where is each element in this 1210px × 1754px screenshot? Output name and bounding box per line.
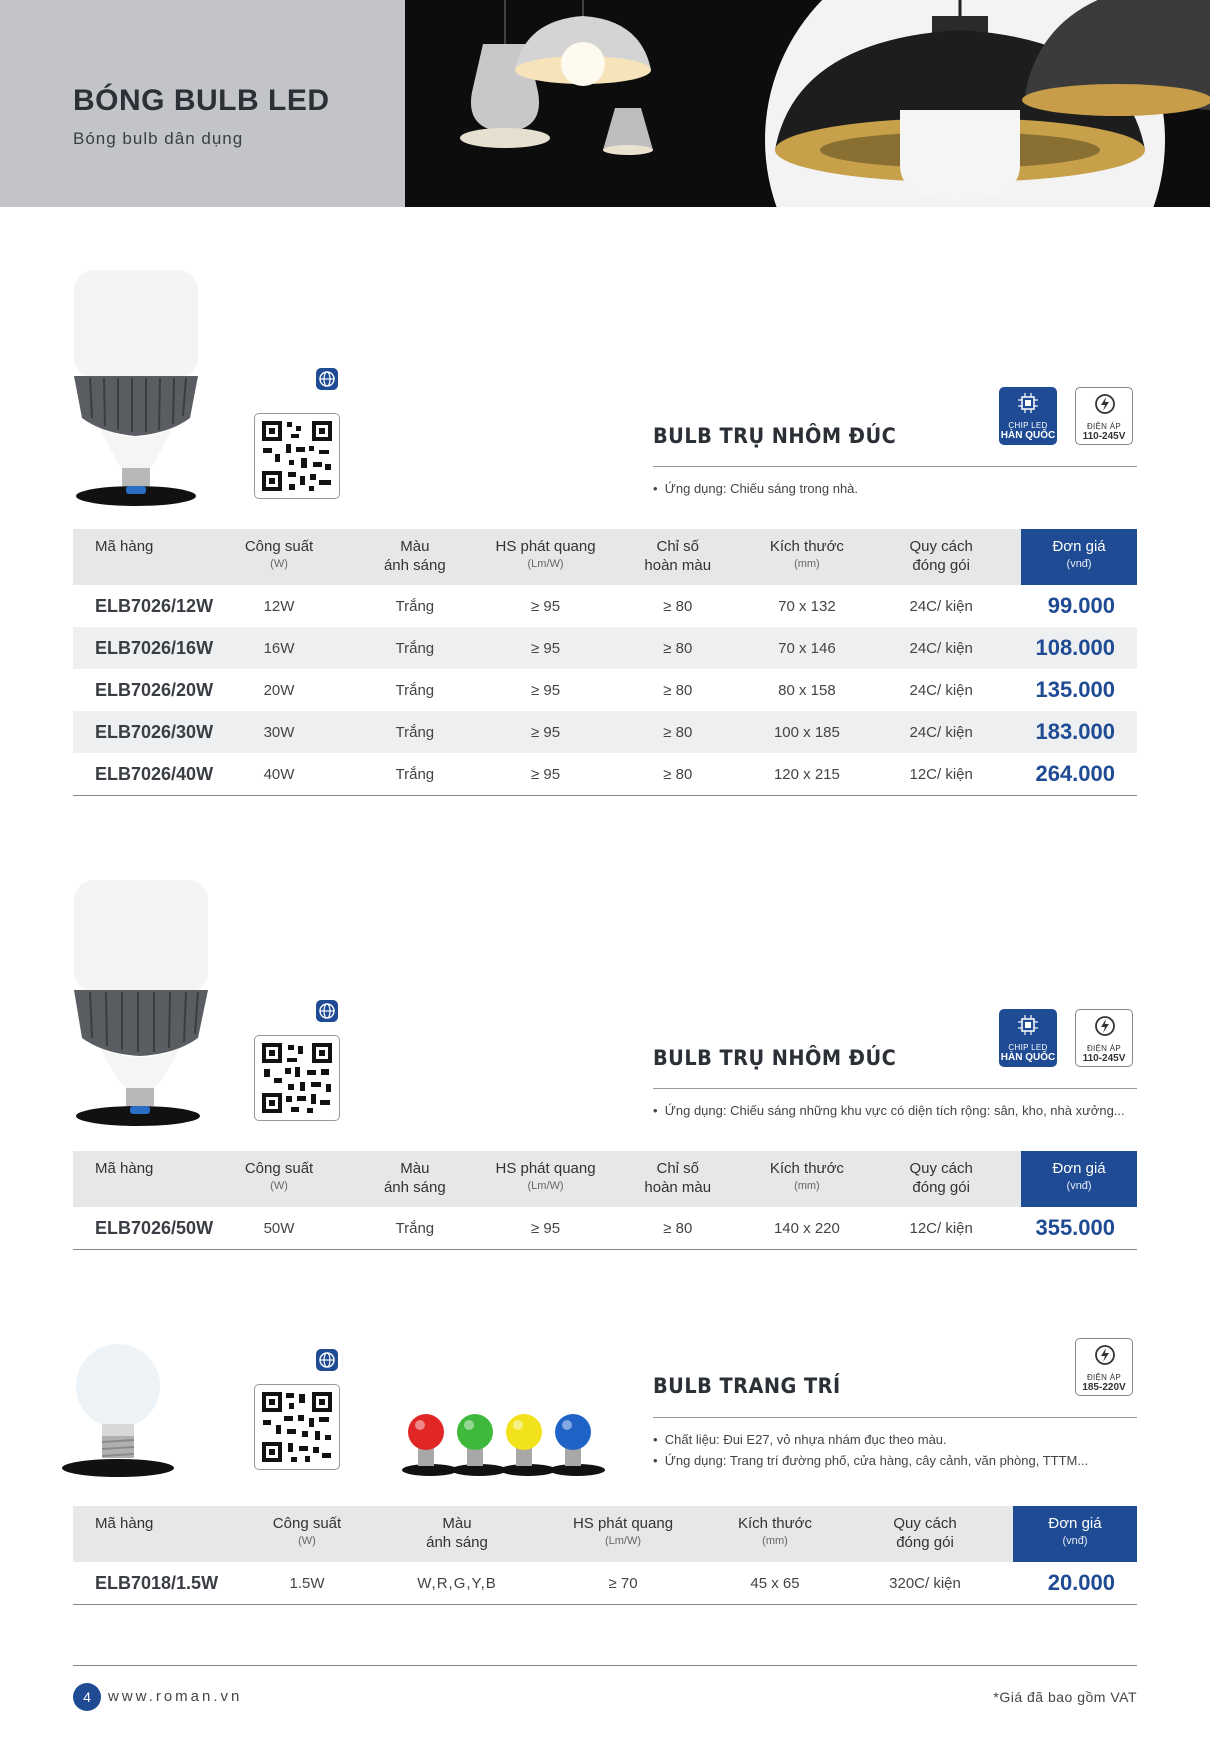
cell-size: 120 x 215 (753, 753, 862, 796)
table-row (73, 1562, 1137, 1605)
col-header-packing: Quy cách đóng gói (837, 1506, 1013, 1562)
section-divider (653, 1417, 1137, 1418)
col-header-efficacy: HS phát quang (Lm/W) (488, 1151, 603, 1207)
cell-efficacy: ≥ 95 (488, 627, 603, 669)
cell-size: 80 x 158 (778, 681, 836, 699)
cell-price: 108.000 (1021, 627, 1137, 669)
section-bullet: • Ứng dụng: Trang trí đường phố, cửa hàng, cây cảnh, văn phòng, TTTM... (653, 1453, 1089, 1468)
color-bulb (506, 1414, 542, 1450)
qr-code[interactable] (254, 1384, 340, 1470)
table-row (73, 1207, 1137, 1250)
chip-badge-line1: CHIP LED (1008, 421, 1048, 430)
col-header-color: Màu ánh sáng (381, 1506, 533, 1562)
cell-size: 100 x 185 (753, 711, 862, 753)
cell-packing: 320C/ kiện (837, 1562, 1013, 1605)
chip-badge-line2: HÀN QUỐC (1000, 430, 1056, 441)
cell-size: 70 x 132 (778, 597, 836, 615)
col-header-price: Đơn giá (vnđ) (1021, 1151, 1137, 1207)
color-bulb (457, 1414, 493, 1450)
col-header-power: Công suất (W) (233, 1506, 381, 1562)
cell-efficacy: ≥ 95 (488, 711, 603, 753)
section-title: BULB TRỤ NHÔM ĐÚC (653, 1046, 897, 1070)
cell-price: 183.000 (1021, 711, 1137, 753)
cell-power: 20W (263, 681, 295, 699)
cell-packing: 24C/ kiện (861, 627, 1021, 669)
cell-price: 20.000 (1013, 1562, 1137, 1605)
col-header-power: Công suất (W) (217, 1151, 342, 1207)
voltage-badge-line1: ĐIỆN ÁP (1086, 1373, 1122, 1382)
cell-efficacy: ≥ 95 (530, 681, 561, 699)
spec-table (73, 529, 1137, 796)
voltage-badge-line2: 110-245V (1082, 1053, 1126, 1064)
qr-code[interactable] (254, 1035, 340, 1121)
cell-color: Trắng (342, 711, 489, 753)
cell-packing: 12C/ kiện (861, 1207, 1021, 1250)
cell-efficacy: ≥ 70 (533, 1562, 713, 1605)
section-bullet: • Chất liệu: Đui E27, vỏ nhựa nhám đục theo màu. (653, 1432, 947, 1447)
table-row (73, 585, 1137, 627)
table-header-row (73, 1506, 1137, 1562)
col-header-size: Kích thước (mm) (753, 529, 862, 585)
cell-color: Trắng (342, 753, 489, 796)
col-header-size: Kích thước (mm) (713, 1506, 837, 1562)
col-header-cri: Chỉ số hoàn màu (603, 529, 753, 585)
cell-power: 12W (263, 597, 295, 615)
col-header-code: Mã hàng (73, 1506, 233, 1562)
cell-power: 1.5W (233, 1562, 381, 1605)
product-photo-bulb-cylinder-large (70, 878, 212, 1130)
cell-price: 135.000 (1035, 677, 1115, 702)
cell-color: Trắng (395, 681, 435, 699)
header-photo-pendant-lamps (405, 0, 1210, 207)
cell-code: ELB7026/50W (73, 1207, 217, 1250)
section-bullet: • Ứng dụng: Chiếu sáng trong nhà. (653, 481, 859, 496)
section-bullet: • Ứng dụng: Chiếu sáng những khu vực có diện tích rộng: sân, kho, nhà xưởng... (653, 1103, 1125, 1118)
bullet-text: Ứng dụng: Chiếu sáng trong nhà. (664, 481, 859, 496)
spec-table (73, 1151, 1137, 1250)
website-link[interactable]: www.roman.vn (108, 1688, 243, 1705)
cell-efficacy: ≥ 95 (488, 1207, 603, 1250)
col-header-packing: Quy cách đóng gói (861, 529, 1021, 585)
cell-power: 30W (217, 711, 342, 753)
color-bulbs-photo (396, 1412, 606, 1478)
table-header-row (73, 1151, 1137, 1207)
cell-packing: 24C/ kiện (861, 711, 1021, 753)
page-number: 4 (73, 1683, 101, 1711)
cell-color: W,R,G,Y,B (381, 1562, 533, 1605)
cell-efficacy: ≥ 95 (488, 753, 603, 796)
col-header-efficacy: HS phát quang (Lm/W) (533, 1506, 713, 1562)
cell-color: Trắng (342, 1207, 489, 1250)
bullet-text: Chất liệu: Đui E27, vỏ nhựa nhám đục theo màu. (664, 1432, 947, 1447)
voltage-badge-line2: 110-245V (1082, 431, 1126, 442)
spec-table (73, 1506, 1137, 1605)
cell-packing: 24C/ kiện (909, 597, 973, 615)
voltage-badge-line1: ĐIỆN ÁP (1086, 422, 1122, 431)
col-header-code: Mã hàng (73, 529, 217, 585)
col-header-packing: Quy cách đóng gói (861, 1151, 1021, 1207)
voltage-badge (1075, 387, 1133, 445)
footer-divider (73, 1665, 1137, 1666)
cell-cri: ≥ 80 (603, 711, 753, 753)
voltage-badge-line1: ĐIỆN ÁP (1086, 1044, 1122, 1053)
col-header-power: Công suất (W) (217, 529, 342, 585)
chip-led-badge (999, 387, 1057, 445)
table-row (73, 753, 1137, 796)
page-subtitle: Bóng bulb dân dụng (73, 129, 244, 148)
table-row (73, 627, 1137, 669)
section-divider (653, 1088, 1137, 1089)
color-bulb (408, 1414, 444, 1450)
cell-price: 355.000 (1021, 1207, 1137, 1250)
vat-note: *Giá đã bao gồm VAT (993, 1689, 1137, 1705)
cell-cri: ≥ 80 (603, 753, 753, 796)
cell-price: 264.000 (1021, 753, 1137, 796)
product-photo-bulb-globe (62, 1342, 177, 1480)
section-title: BULB TRỤ NHÔM ĐÚC (653, 424, 897, 448)
cell-cri: ≥ 80 (663, 681, 693, 699)
cell-code: ELB7026/30W (73, 711, 217, 753)
section-title: BULB TRANG TRÍ (653, 1374, 841, 1398)
section-divider (653, 466, 1137, 467)
cell-size: 70 x 146 (753, 627, 862, 669)
col-header-price: Đơn giá (vnđ) (1021, 529, 1137, 585)
cell-packing: 24C/ kiện (909, 681, 973, 699)
cell-cri: ≥ 80 (603, 627, 753, 669)
cell-size: 45 x 65 (713, 1562, 837, 1605)
cell-power: 50W (217, 1207, 342, 1250)
col-header-price: Đơn giá (vnđ) (1013, 1506, 1137, 1562)
col-header-size: Kích thước (mm) (753, 1151, 862, 1207)
cell-code: ELB7026/40W (73, 753, 217, 796)
voltage-badge (1075, 1009, 1133, 1067)
col-header-code: Mã hàng (73, 1151, 217, 1207)
cell-code: ELB7026/20W (95, 679, 214, 700)
col-header-efficacy: HS phát quang (Lm/W) (488, 529, 603, 585)
globe-icon[interactable] (316, 1349, 338, 1371)
cell-cri: ≥ 80 (663, 597, 693, 615)
col-header-color: Màu ánh sáng (342, 529, 489, 585)
bullet-text: Ứng dụng: Trang trí đường phố, cửa hàng, cây cảnh, văn phòng, TTTM... (664, 1453, 1089, 1468)
cell-color: Trắng (342, 627, 489, 669)
globe-icon[interactable] (316, 1000, 338, 1022)
table-row (73, 669, 1137, 711)
cell-code: ELB7018/1.5W (73, 1562, 233, 1605)
table-header-row (73, 529, 1137, 585)
cell-color: Trắng (395, 597, 435, 615)
cell-price: 99.000 (1047, 593, 1115, 618)
table-row (73, 711, 1137, 753)
col-header-cri: Chỉ số hoàn màu (603, 1151, 753, 1207)
voltage-badge-line2: 185-220V (1082, 1382, 1126, 1393)
voltage-badge (1075, 1338, 1133, 1396)
product-photo-bulb-cylinder (70, 268, 205, 510)
globe-icon[interactable] (316, 368, 338, 390)
cell-code: ELB7026/16W (73, 627, 217, 669)
cell-cri: ≥ 80 (603, 1207, 753, 1250)
qr-code[interactable] (254, 413, 340, 499)
header-banner (0, 0, 405, 207)
color-bulb (555, 1414, 591, 1450)
bullet-text: Ứng dụng: Chiếu sáng những khu vực có diện tích rộng: sân, kho, nhà xưởng... (664, 1103, 1125, 1118)
col-header-color: Màu ánh sáng (342, 1151, 489, 1207)
cell-size: 140 x 220 (753, 1207, 862, 1250)
cell-efficacy: ≥ 95 (530, 597, 561, 615)
page-title: BÓNG BULB LED (73, 84, 330, 117)
cell-packing: 12C/ kiện (861, 753, 1021, 796)
chip-badge-line2: HÀN QUỐC (1000, 1052, 1056, 1063)
cell-power: 40W (217, 753, 342, 796)
cell-code: ELB7026/12W (95, 595, 214, 616)
chip-led-badge (999, 1009, 1057, 1067)
chip-badge-line1: CHIP LED (1008, 1043, 1048, 1052)
cell-power: 16W (217, 627, 342, 669)
